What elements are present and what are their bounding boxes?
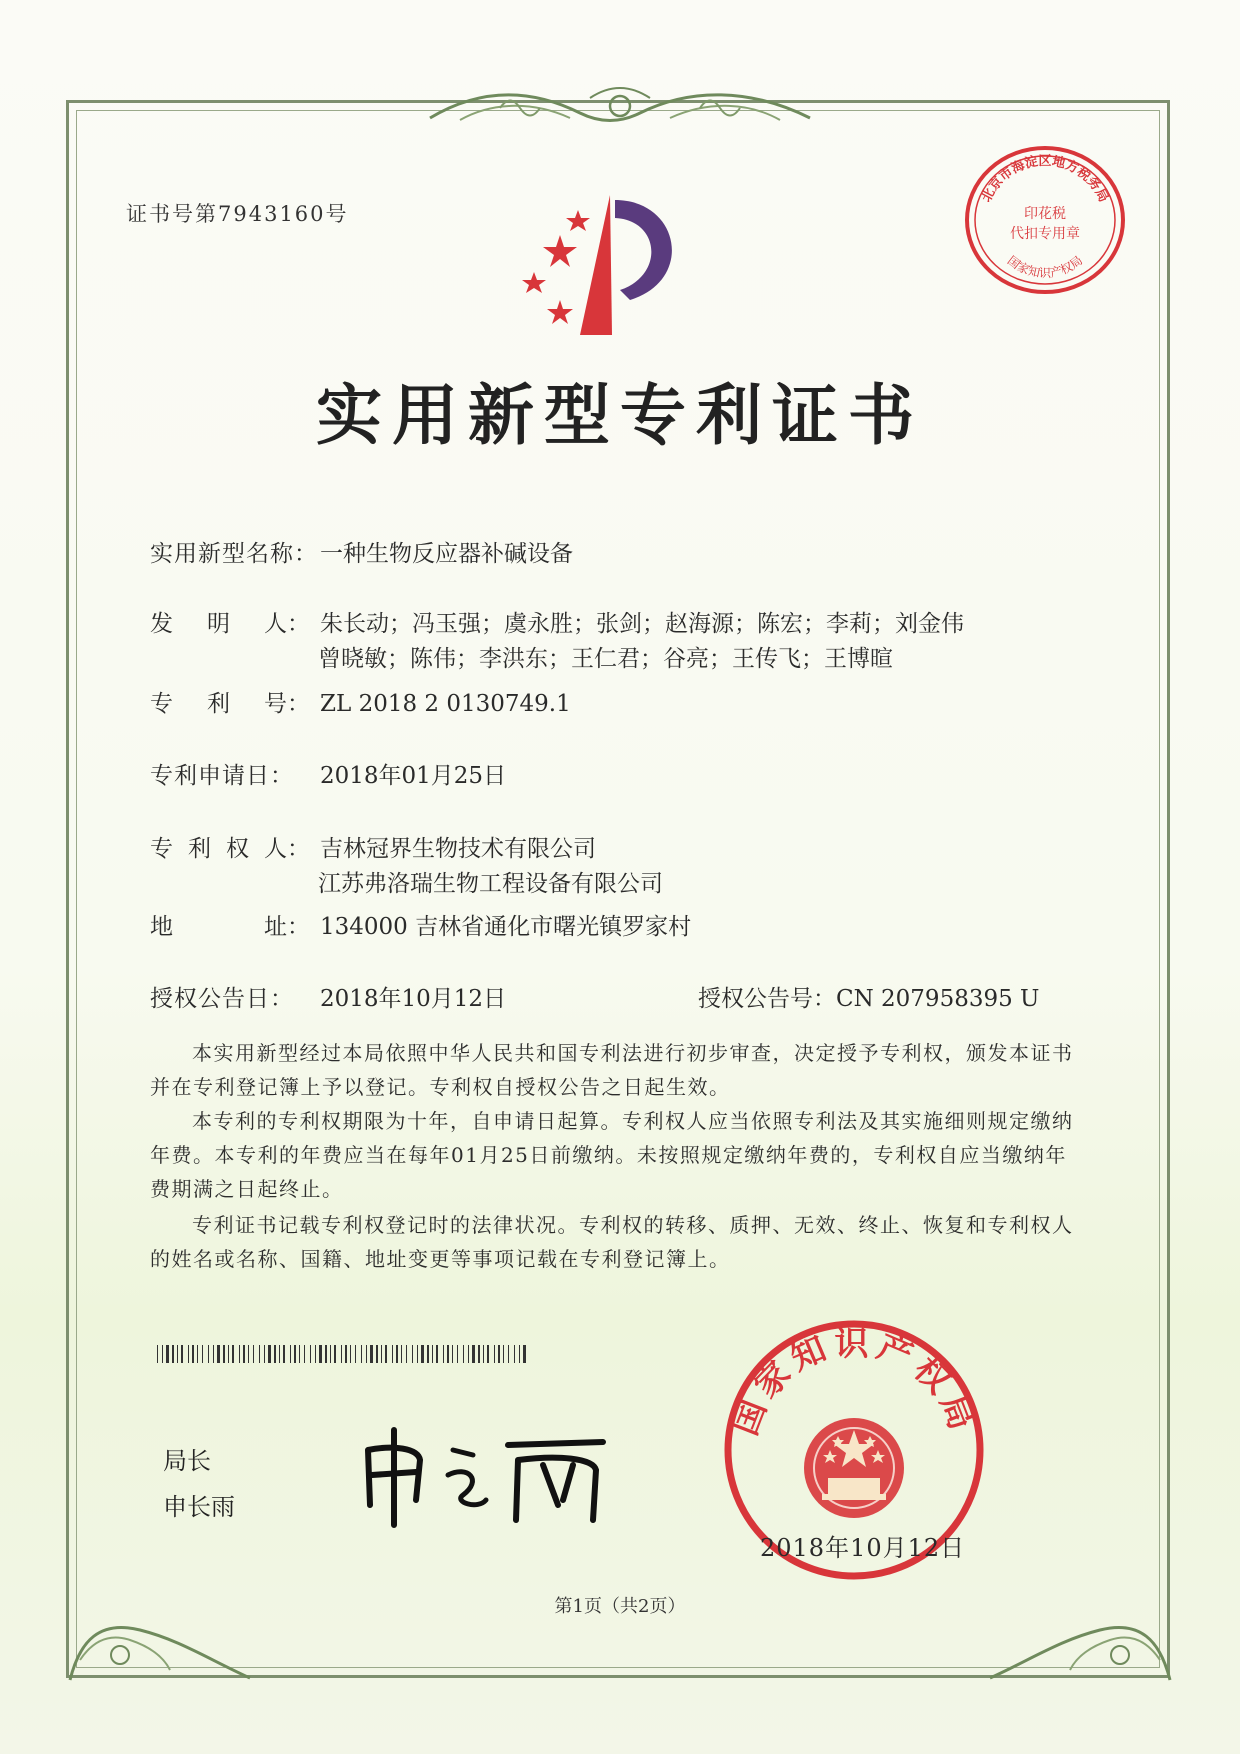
field-utility-model-name [150, 535, 573, 568]
tax-seal-line2: 代扣专用章 [1010, 226, 1080, 242]
signatory-name: 申长雨 [163, 1493, 235, 1521]
barcode-bar [208, 1345, 209, 1363]
barcode-bar [396, 1345, 398, 1363]
barcode-bar [279, 1345, 280, 1363]
barcode-bar [162, 1345, 163, 1363]
barcode-bar [483, 1345, 484, 1363]
inventors-line1: 朱长动；冯玉强；虞永胜；张剑；赵海源；陈宏；李莉；刘金伟 [320, 611, 964, 637]
barcode-bar [350, 1345, 351, 1363]
holder-label-char: 专 [150, 836, 173, 862]
statement-paragraph-3: 专利证书记载专利权登记时的法律状况。专利权的转移、质押、无效、终止、恢复和专利权人的姓名或名称、国籍、地址变更等事项记载在专利登记簿上。 [150, 1213, 1074, 1271]
holder-label-char: 权 [226, 836, 249, 862]
barcode-bar [370, 1345, 373, 1363]
barcode-bar [294, 1345, 296, 1363]
barcode [157, 1345, 532, 1363]
barcode-bar [361, 1345, 362, 1363]
holder-line1: 吉林冠界生物技术有限公司 [320, 836, 596, 862]
barcode-bar [376, 1345, 378, 1363]
apply-date-value: 2018年01月25日 [320, 763, 507, 789]
barcode-bar [503, 1345, 504, 1363]
bottom-right-ornament [980, 1560, 1180, 1690]
field-inventors [150, 605, 964, 638]
barcode-bar [253, 1345, 254, 1363]
barcode-bar [232, 1345, 234, 1363]
grant-date-label: 授权公告日： [150, 986, 294, 1012]
barcode-bar [406, 1345, 407, 1363]
certificate-number: 证书号第7943160号 [126, 202, 349, 226]
barcode-bar [172, 1345, 174, 1363]
inventor-label-char: 明 [207, 611, 230, 637]
address-label-char: 地 [150, 914, 173, 940]
apply-date-label: 专利申请日： [150, 763, 294, 789]
top-ornament [420, 78, 820, 138]
barcode-bar [197, 1345, 198, 1363]
barcode-bar [508, 1345, 509, 1363]
barcode-bar [457, 1345, 458, 1363]
tax-seal [960, 140, 1130, 300]
certificate-title: 实用新型专利证书 [316, 376, 924, 454]
barcode-bar [494, 1345, 495, 1363]
tax-seal-line1: 印花税 [1024, 206, 1066, 222]
tax-seal-outer-text: 北京市海淀区地方税务局 [979, 154, 1111, 205]
barcode-bar [401, 1345, 402, 1363]
barcode-bar [421, 1345, 424, 1363]
field-address [150, 908, 691, 941]
barcode-bar [304, 1345, 305, 1363]
field-grant-date [150, 980, 506, 1013]
barcode-bar [436, 1345, 438, 1363]
barcode-bar [177, 1345, 178, 1363]
barcode-bar [478, 1345, 480, 1363]
barcode-bar [264, 1345, 265, 1363]
name-label: 实用新型名称： [150, 541, 318, 567]
holder-label-char: 利 [188, 836, 211, 862]
patent-office-logo [520, 190, 710, 340]
barcode-bar [345, 1345, 347, 1363]
barcode-bar [202, 1345, 203, 1363]
patent-no-label-char: 利 [207, 691, 230, 717]
patent-no-label [150, 685, 310, 718]
field-grant-number [698, 980, 1039, 1013]
barcode-bar [223, 1345, 225, 1363]
statement-paragraph-1: 本实用新型经过本局依照中华人民共和国专利法进行初步审查，决定授予专利权，颁发本证书并在专利登记簿上予以登记。专利权自授权公告之日起生效。 [150, 1041, 1074, 1099]
bottom-left-ornament [60, 1560, 260, 1690]
barcode-bar [334, 1345, 336, 1363]
barcode-bar [519, 1345, 520, 1363]
barcode-bar [181, 1345, 183, 1363]
barcode-bar [463, 1345, 464, 1363]
barcode-bar [217, 1345, 220, 1363]
barcode-bar [243, 1345, 245, 1363]
barcode-bar [259, 1345, 260, 1363]
barcode-bar [283, 1345, 285, 1363]
seal-date: 2018年10月12日 [760, 1534, 966, 1562]
barcode-bar [157, 1345, 158, 1363]
barcode-bar [427, 1345, 429, 1363]
barcode-bar [447, 1345, 449, 1363]
barcode-bar [392, 1345, 393, 1363]
tax-seal-bottom-text: 国家知识产权局 [1004, 253, 1086, 281]
signatory-title: 局长 [163, 1447, 211, 1475]
patent-no-label-char: 号： [264, 691, 310, 717]
barcode-bar [412, 1345, 413, 1363]
holder-line2: 江苏弗洛瑞生物工程设备有限公司 [318, 871, 663, 897]
svg-text:国家知识产权局 [1005, 253, 1085, 280]
field-application-date [150, 757, 506, 790]
handwritten-signature [358, 1420, 618, 1530]
barcode-bar [274, 1345, 276, 1363]
field-patentee [150, 830, 596, 863]
barcode-bar [417, 1345, 418, 1363]
barcode-bar [381, 1345, 382, 1363]
address-label-char: 址： [264, 914, 310, 940]
statement-paragraph-2: 本专利的专利权期限为十年，自申请日起算。专利权人应当依照专利法及其实施细则规定缴纳年费。本专利的年费应当在每年01月25日前缴纳。未按照规定缴纳年费的，专利权自应当缴纳年费期满之日起终止。 [150, 1109, 1074, 1201]
barcode-bar [213, 1345, 214, 1363]
barcode-bar [443, 1345, 444, 1363]
barcode-bar [248, 1345, 249, 1363]
patent-no-value: ZL 2018 2 0130749.1 [320, 691, 571, 717]
page-number: 第1页（共2页） [554, 1596, 686, 1617]
barcode-bar [330, 1345, 331, 1363]
barcode-bar [432, 1345, 433, 1363]
address-label [150, 908, 310, 941]
grant-no-label: 授权公告号： [698, 986, 836, 1012]
inventor-label-char: 发 [150, 611, 173, 637]
barcode-bar [310, 1345, 311, 1363]
address-value: 134000 吉林省通化市曙光镇罗家村 [320, 914, 692, 940]
signatory-block [163, 1438, 235, 1530]
barcode-bar [299, 1345, 300, 1363]
barcode-bar [166, 1345, 169, 1363]
patent-no-label-char: 专 [150, 691, 173, 717]
barcode-bar [514, 1345, 515, 1363]
grant-date-value: 2018年10月12日 [320, 986, 507, 1012]
barcode-bar [385, 1345, 387, 1363]
barcode-bar [268, 1345, 271, 1363]
name-value: 一种生物反应器补碱设备 [320, 541, 573, 567]
barcode-bar [319, 1345, 322, 1363]
grant-no-value: CN 207958395 U [836, 986, 1040, 1012]
barcode-bar [523, 1345, 526, 1363]
barcode-bar [487, 1345, 489, 1363]
barcode-bar [366, 1345, 367, 1363]
barcode-bar [228, 1345, 229, 1363]
barcode-bar [452, 1345, 453, 1363]
inventors-line2: 曾晓敏；陈伟；李洪东；王仁君；谷亮；王传飞；王博暄 [318, 646, 893, 672]
barcode-bar [325, 1345, 327, 1363]
inventor-label-char: 人： [264, 611, 310, 637]
main-seal-text: 国家知识产权局 [725, 1324, 984, 1441]
inventor-label [150, 605, 310, 638]
barcode-bar [468, 1345, 469, 1363]
barcode-bar [239, 1345, 240, 1363]
barcode-bar [472, 1345, 475, 1363]
barcode-bar [188, 1345, 189, 1363]
barcode-bar [315, 1345, 316, 1363]
barcode-bar [341, 1345, 342, 1363]
barcode-bar [192, 1345, 194, 1363]
holder-label-char: 人： [264, 836, 310, 862]
barcode-bar [498, 1345, 500, 1363]
barcode-bar [290, 1345, 291, 1363]
field-patent-number [150, 685, 571, 718]
barcode-bar [355, 1345, 356, 1363]
holder-label [150, 830, 310, 863]
